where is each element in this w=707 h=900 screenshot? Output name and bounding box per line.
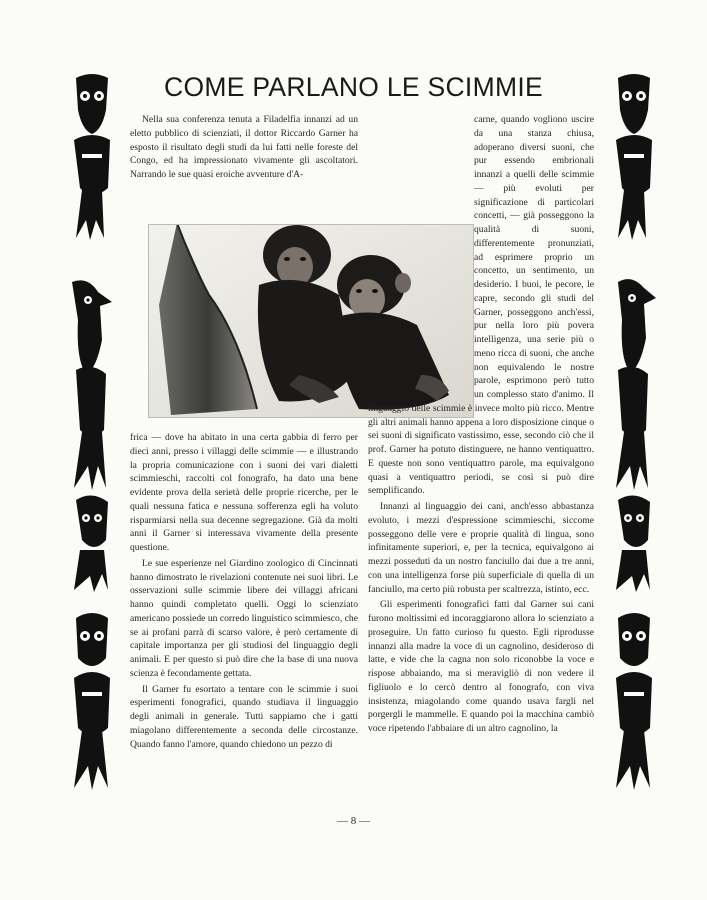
paragraph: frica — dove ha abitato in una certa gabbia di ferro per dieci anni, presso i villaggi delle scimmie — e illustrando la propria comunicazione con i suoni dei vari dialetti scimmieschi, raccolti col fonografo, ha dato una bene evidente prova della serietà delle proprie ricerche, per le quali nessuna fatica e nessuna sofferenza egli ha voluto risparmiarsi nella sua decenne segregazione. Già da molti anni il Garner si interessava vivamente della presente questione. [130, 432, 358, 553]
paragraph: Nella sua conferenza tenuta a Filadelfia innanzi ad un eletto pubblico di scienziati, il dottor Riccardo Garner ha esposto il risultato degli studi da lui fatti nelle foreste del Congo, ed ha impressionato vivamente gli ascoltatori. Narrando le sue quasi eroiche avventure d'A- [130, 114, 358, 180]
bird-border-right-icon [604, 70, 664, 800]
paragraph: Innanzi al linguaggio dei cani, anch'esso abbastanza evoluto, i mezzi d'espressione scimmieschi, siccome posseggono delle vere e proprie qualità di lingua, sono infinitamente superiori, e, per la tecnica, equivalgono ai mezzi posseduti da un nostro fanciullo dai due a tre anni, con una intelligenza forse più superficiale di quella di un fanciullo, ma certo più robusta per scaltrezza, istinto, ecc. [368, 501, 594, 595]
bird-border-left-icon [62, 70, 122, 800]
paragraph: carne, quando vogliono uscire da una stanza chiusa, adoperano diversi suoni, che pur essendo embrionali innanzi a quelli delle scimmie — più evoluti per significazione di particolari concetti, — già posseggono la qualità di suoni, differentemente pronunziati, ad esprimere proprio un concetto, un sentimento, un desiderio. I buoi, le pecore, le capre, secondo gli studi del Garner, posseggono anch'essi, pur nella loro più povera intelligenza, una serie più o meno ricca di suoni, che anche non equivalendo le nostre parole, esprimono però tutto un complesso stato d'animo. Il linguaggio delle scimmie è invece molto più ricco. Mentre gli altri animali hanno appena a loro disposizione cinque o sei suoni di significato vastissimo, esse, secondo ciò che il prof. Garner ha potuto distinguere, ne hanno ventiquattro. E queste non sono ventiquattro parole, ma equivalgono quasi a ventiquattro periodi, se così si può dire semplificando. [368, 114, 594, 497]
paragraph: Il Garner fu esortato a tentare con le scimmie i suoi esperimenti fonografici, quando studiava il linguaggio degli animali in generale. Tutti sappiamo che i gatti miagolano differentemente a seconda delle circostanze. Quando fanno l'amore, quando chiedono un pezzo di [130, 683, 358, 750]
article-column-left-top [130, 113, 358, 217]
article-column-right [368, 113, 594, 811]
photo-wrap-spacer [368, 195, 474, 392]
paragraph: Gli esperimenti fonografici fatti dal Garner sui cani furono moltissimi ed incoraggiarono allora lo scienziato a proseguire. Un fatto curioso fu questo. Egli riprodusse innanzi alla madre la voce di un cagnolino, desideroso di latte, e vide che la cagna non solo riconobbe la voce e rispose abbaiando, ma si meravigliò di non vedere il figliuolo e lo cercò dentro al fonografo, con viva insistenza, miagolando come quando usava fargli nel porgergli le mammelle. E quando poi la macchina cambiò voce ripetendo l'abbaiare di un altro cagnolino, la [368, 599, 594, 734]
page-number: — 8 — [337, 815, 370, 827]
paragraph: Le sue esperienze nel Giardino zoologico di Cincinnati hanno dimostrato le rivelazioni contenute nei suoi libri. Le osservazioni sulle scimmie libere dei villaggi africani hanno quindi completato quelli. Oggi lo scienziato americano possiede un corredo linguistico scimmiesco, che se ai profani parrà di scarso valore, è però certamente di capitale importanza per gli studiosi del linguaggio degli animali. E per questo si può dire che la base di una nuova scienza è fecondamente gettata. [130, 557, 358, 679]
article-column-left-bottom [130, 431, 358, 811]
article-title: COME PARLANO LE SCIMMIE [164, 72, 543, 102]
